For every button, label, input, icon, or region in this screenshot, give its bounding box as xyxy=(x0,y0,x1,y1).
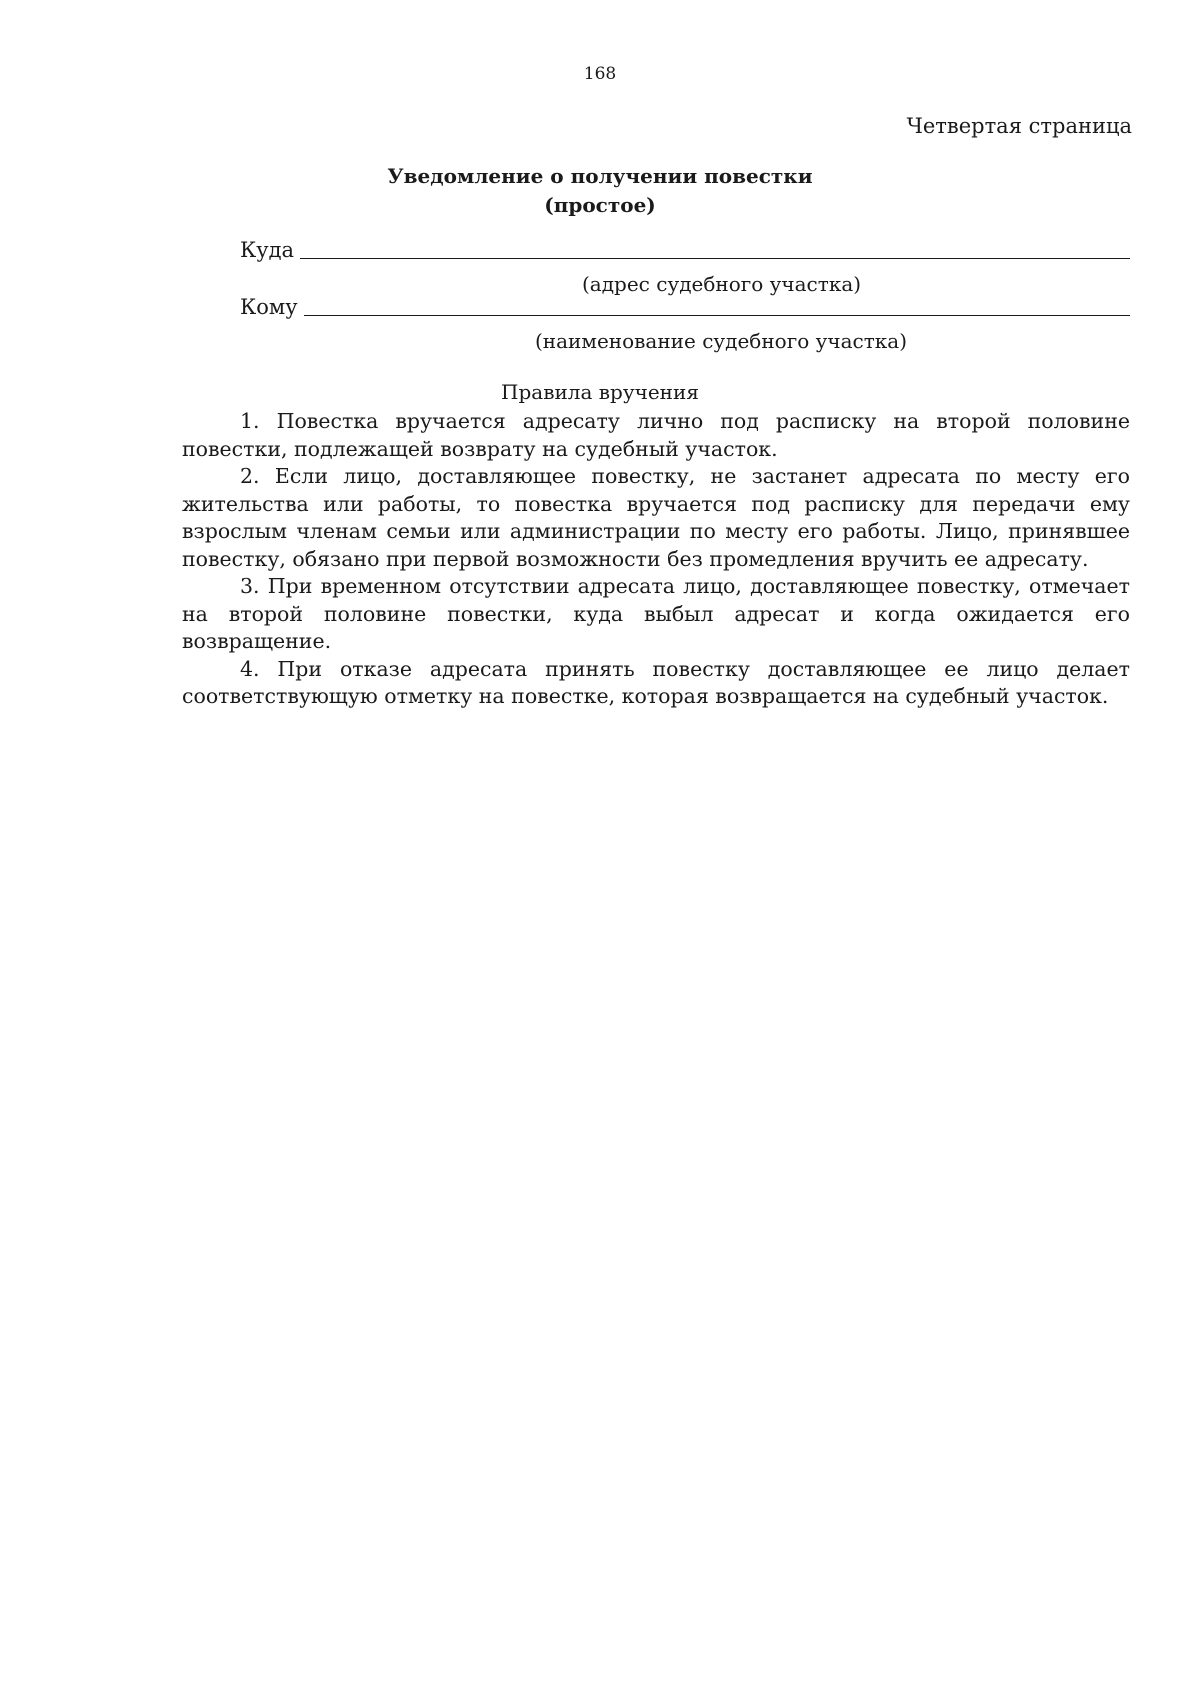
field-where-line xyxy=(300,236,1130,259)
rule-item-1: 1. Повестка вручается адресату лично под расписку на второй половине повестки, подлежащей возврату на судебный участок. xyxy=(182,409,1130,461)
rule-item-2: 2. Если лицо, доставляющее повестку, не застанет адресата по месту его жительства или работы, то повестка вручается под расписку для передачи ему взрослым членам семьи или администрации по месту его работы. Лицо, принявшее повестку, обязано при первой возможности без промедления вручить ее адресату. xyxy=(182,464,1130,571)
field-where-caption: (адрес судебного участка) xyxy=(582,272,862,296)
title-line-2: (простое) xyxy=(544,193,656,217)
rules-heading: Правила вручения xyxy=(501,380,699,404)
page-label: Четвертая страница xyxy=(906,114,1132,138)
document-title xyxy=(0,162,1200,220)
field-to-whom xyxy=(240,293,1130,319)
page-number: 168 xyxy=(583,64,617,84)
rules-list xyxy=(182,408,1130,711)
field-to-whom-line xyxy=(304,293,1130,316)
field-where-label: Куда xyxy=(240,238,295,262)
field-to-whom-caption: (наименование судебного участка) xyxy=(535,329,908,353)
rule-item-4: 4. При отказе адресата принять повестку доставляющее ее лицо делает соответствующую отметку на повестке, которая возвращается на судебный участок. xyxy=(182,656,1130,708)
field-to-whom-label: Кому xyxy=(240,295,298,319)
rule-item-3: 3. При временном отсутствии адресата лицо, доставляющее повестку, отмечает на второй половине повестки, куда выбыл адресат и когда ожидается его возвращение. xyxy=(182,574,1130,653)
title-line-1: Уведомление о получении повестки xyxy=(387,164,813,188)
field-where xyxy=(240,236,1130,262)
